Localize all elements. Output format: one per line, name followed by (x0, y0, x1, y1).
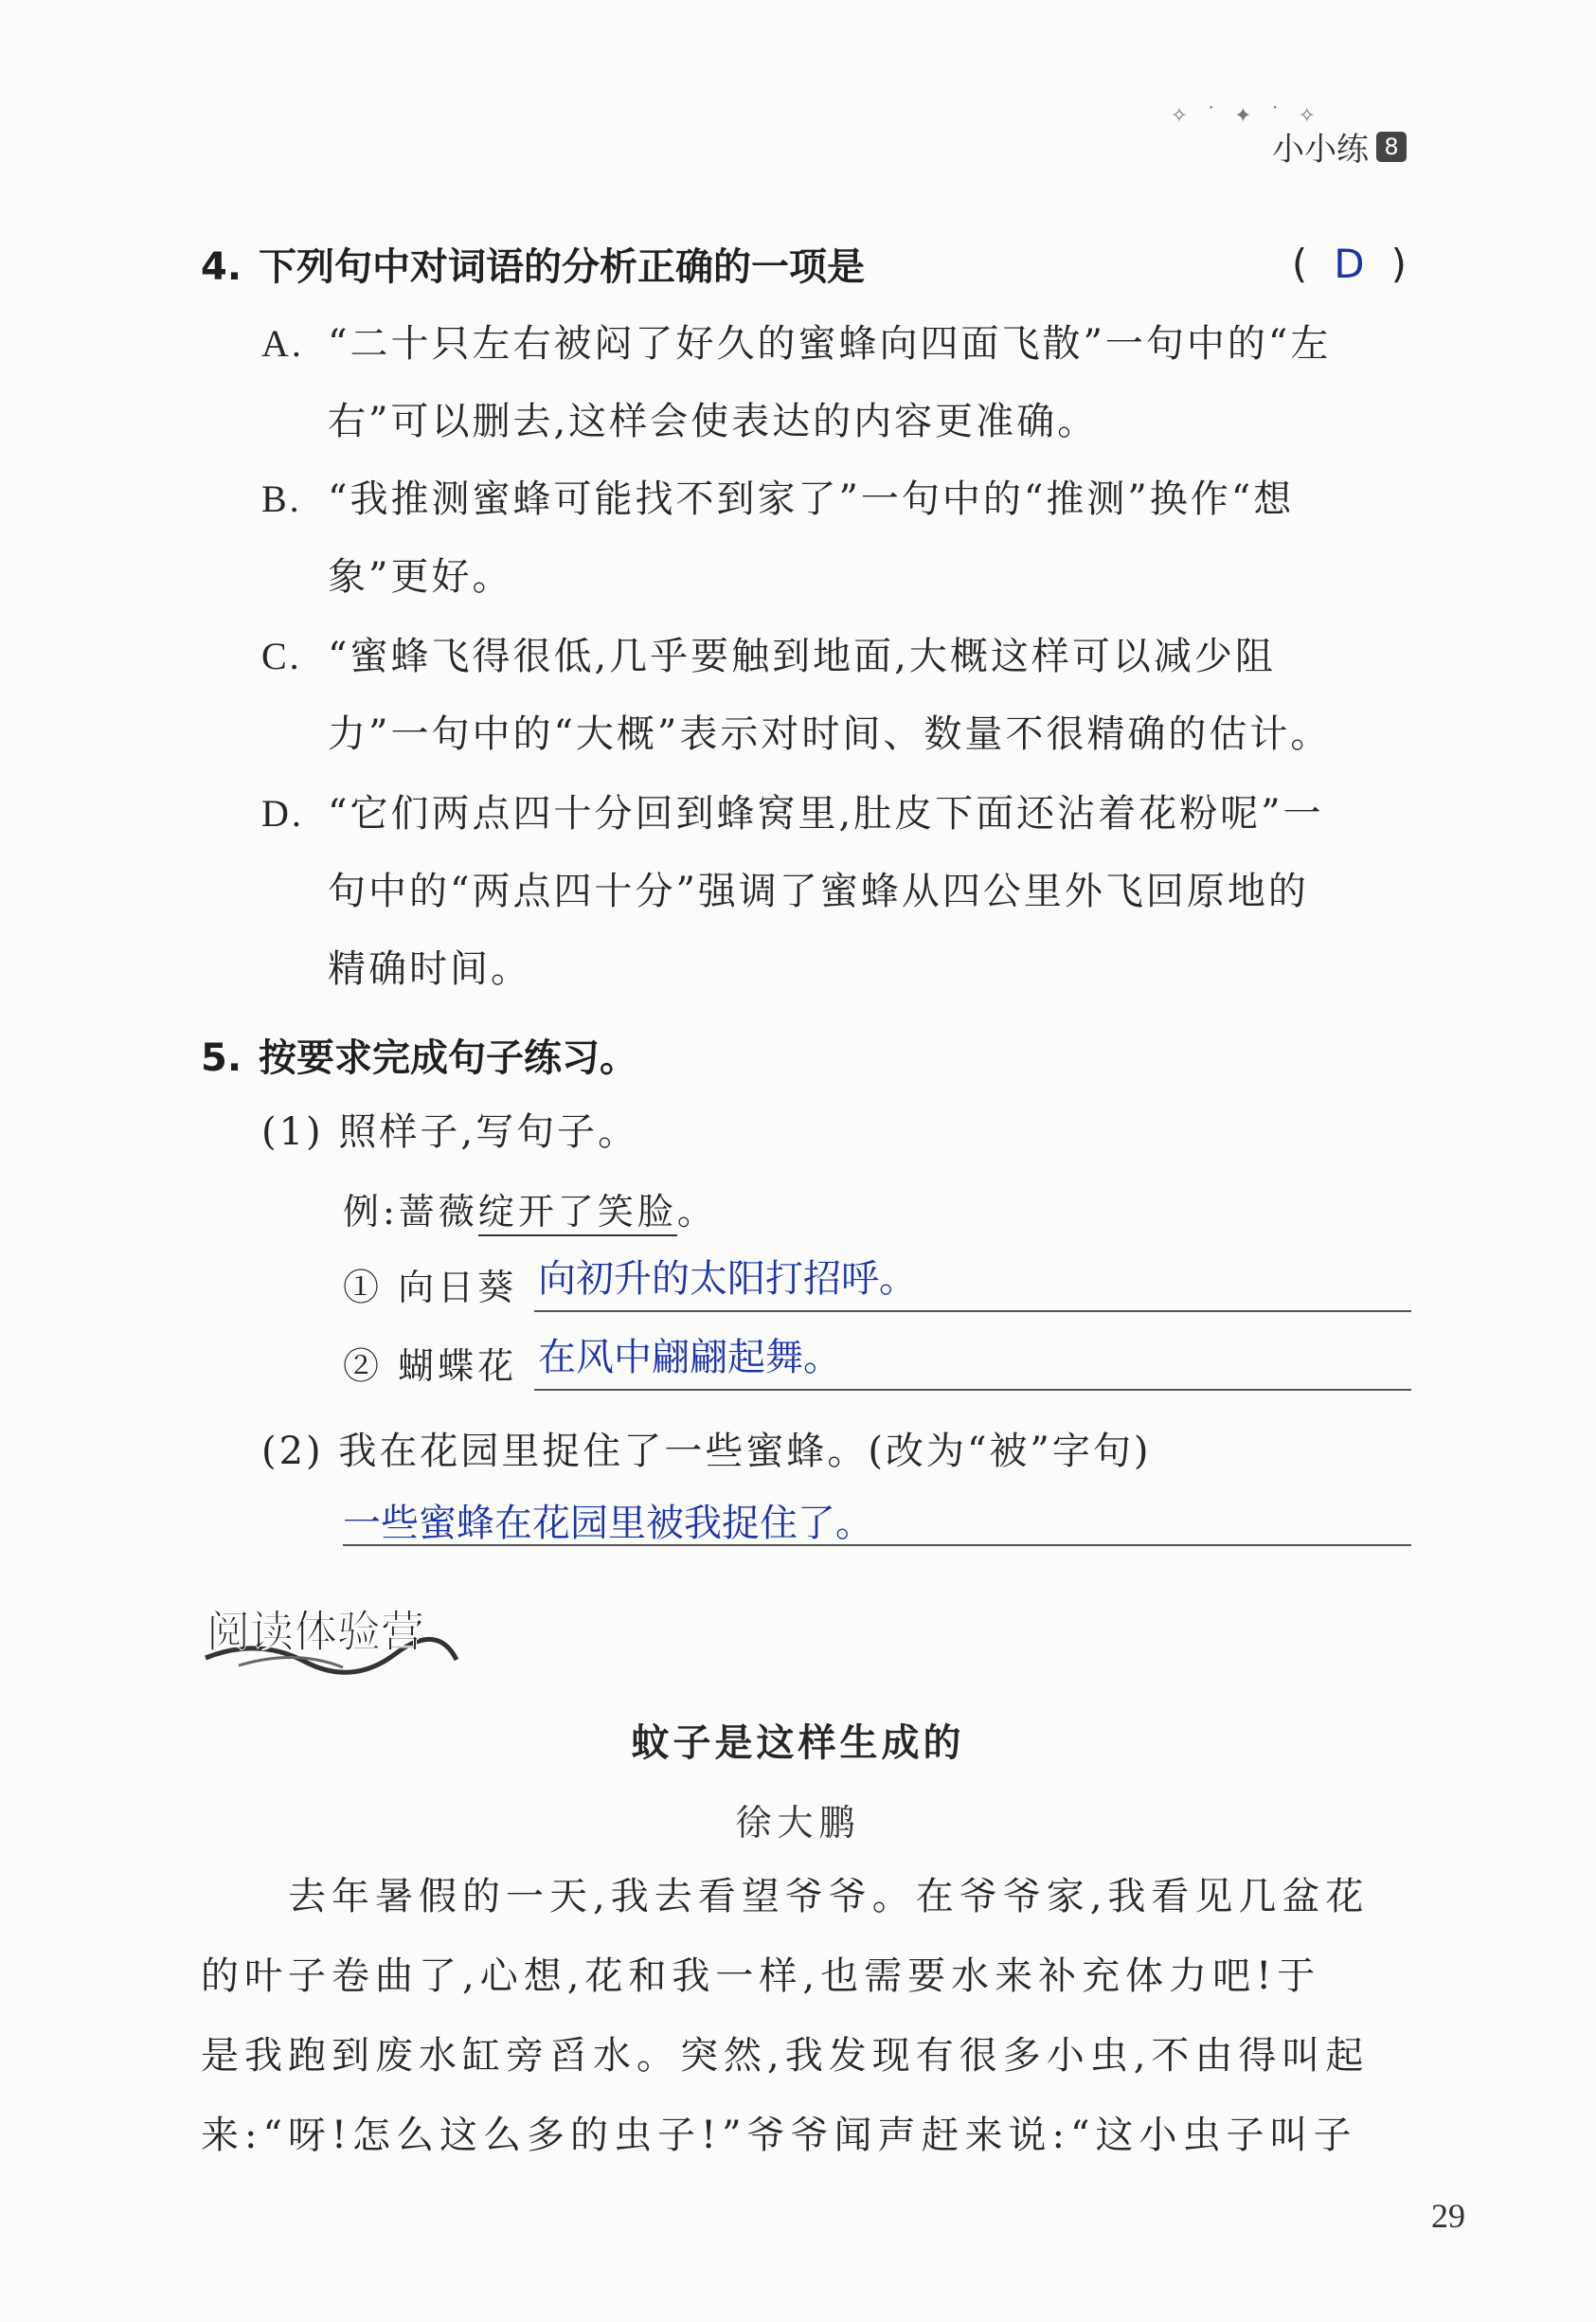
option-a (261, 305, 1408, 460)
part-2-label: (2) 我在花园里捉住了一些蜜蜂。(改为“被”字句) (261, 1430, 1152, 1473)
handwritten-answer: 一些蜜蜂在花园里被我捉住了。 (343, 1502, 873, 1545)
fill-item-1 (343, 1255, 1411, 1312)
option-text: “二十只左右被闷了好久的蜜蜂向四面飞散”一句中的“左 (328, 322, 1332, 366)
option-letter: A. (261, 322, 304, 365)
option-text: “我推测蜜蜂可能找不到家了”一句中的“推测”换作“想 (328, 477, 1295, 521)
article-author: 徐大鹏 (735, 1802, 861, 1844)
answer-line (343, 1544, 1411, 1546)
fill-item-prompt: ② 蝴蝶花 (343, 1345, 518, 1387)
option-b (261, 460, 1408, 616)
option-text: “它们两点四十分回到蜂窝里,肚皮下面还沾着花粉呢”一 (328, 792, 1324, 836)
stars-decoration: ✧ ˙ ✦ ˙ ✧ (1170, 104, 1321, 128)
article-title: 蚊子是这样生成的 (631, 1721, 965, 1765)
option-letter: B. (261, 477, 302, 520)
answer-bracket: ( D ) (1291, 241, 1407, 287)
option-letter: C. (261, 635, 302, 677)
part-1-label: (1) 照样子,写句子。 (261, 1110, 639, 1154)
option-d (261, 775, 1408, 1008)
handwritten-answer: 向初升的太阳打招呼。 (538, 1257, 917, 1301)
article-body (201, 1857, 1411, 2175)
option-letter: D. (261, 792, 304, 835)
page-header (1272, 123, 1407, 170)
page-number: 29 (1431, 2197, 1465, 2235)
question-5-title (201, 1028, 637, 1082)
question-number: 4. (201, 245, 242, 289)
banner-label: 阅读体验营 (206, 1606, 424, 1657)
article-line: 去年暑假的一天,我去看望爷爷。在爷爷家,我看见几盆花 (201, 1875, 1370, 1918)
article-line: 来:“呀!怎么这么多的虫子!”爷爷闻声赶来说:“这小虫子叫子 (201, 2114, 1357, 2157)
banner-graphic (201, 1599, 466, 1675)
option-text: 象”更好。 (328, 555, 513, 599)
reading-section-banner (201, 1599, 466, 1679)
fill-item-prompt: ① 向日葵 (343, 1267, 518, 1308)
handwritten-answer: 在风中翩翩起舞。 (538, 1336, 841, 1379)
series-label: 小小练 (1272, 131, 1369, 169)
option-text: 精确时间。 (328, 947, 531, 991)
question-4-answer: D (1334, 241, 1365, 287)
answer-line (534, 1389, 1411, 1391)
article-line: 是我跑到废水缸旁舀水。突然,我发现有很多小虫,不由得叫起 (201, 2034, 1370, 2078)
question-number: 5. (201, 1036, 242, 1080)
question-4-title (201, 237, 865, 291)
example-underlined-phrase: 绽开了笑脸 (478, 1191, 677, 1236)
option-c (261, 618, 1408, 773)
fill-item-2 (343, 1334, 1411, 1391)
option-text: “蜜蜂飞得很低,几乎要触到地面,大概这样可以减少阻 (328, 635, 1276, 678)
article-line: 的叶子卷曲了,心想,花和我一样,也需要水来补充体力吧!于 (201, 1954, 1321, 1998)
answer-line (534, 1310, 1411, 1312)
option-text: 力”一句中的“大概”表示对时间、数量不很精确的估计。 (328, 712, 1332, 756)
question-prompt: 按要求完成句子练习。 (259, 1036, 638, 1080)
example-sentence: 例:蔷薇绽开了笑脸。 (343, 1182, 717, 1234)
section-badge: 8 (1376, 132, 1407, 162)
question-prompt: 下列句中对词语的分析正确的一项是 (259, 245, 866, 289)
option-text: 右”可以删去,这样会使表达的内容更准确。 (328, 400, 1099, 443)
option-text: 句中的“两点四十分”强调了蜜蜂从四公里外飞回原地的 (328, 870, 1309, 913)
